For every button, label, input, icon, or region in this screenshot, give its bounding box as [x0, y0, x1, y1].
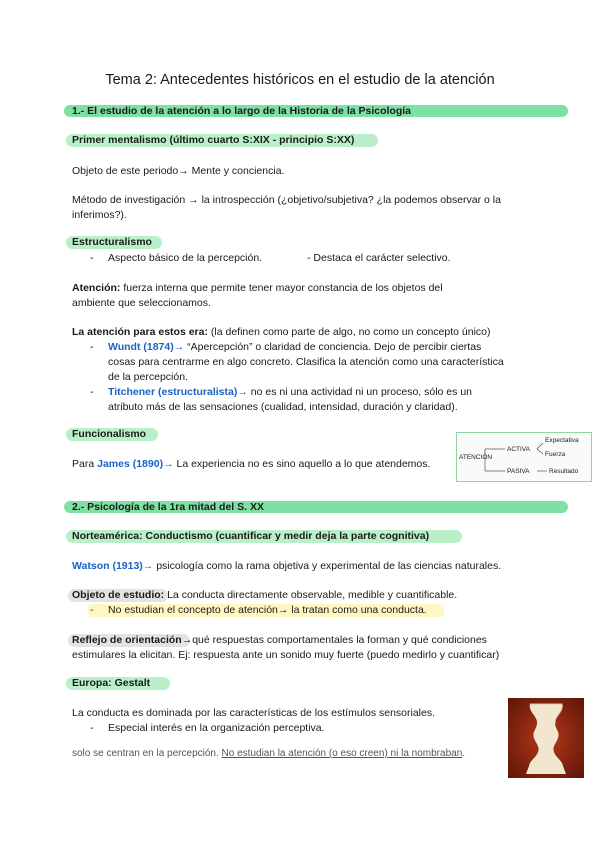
funcionalismo-label: Funcionalismo [72, 428, 147, 440]
metodo-line-2: inferimos?). [72, 209, 127, 221]
titchener-line-1 [108, 385, 472, 400]
watson-name: Watson (1913)→ [72, 560, 154, 572]
diagram-resultado: Resultado [549, 468, 579, 475]
funcionalismo-line [72, 457, 430, 472]
funcionalismo-rest: La experiencia no es sino aquello a lo que atendemos. [176, 458, 431, 470]
estructuralismo-bullet-b: - Destaca el carácter selectivo. [307, 252, 451, 264]
objeto-periodo: Objeto de este periodo→ Mente y conciencia. [72, 165, 285, 177]
estructuralismo-label: Estructuralismo [72, 236, 152, 248]
diagram-pasiva: PASIVA [507, 468, 530, 475]
wundt-line-1 [108, 340, 481, 355]
metodo-line-1: Método de investigación → la introspección (¿objetivo/subjetiva? ¿la podemos observar o la [72, 194, 501, 206]
titchener-text-1: no es ni una actividad ni un proceso, sólo es un [250, 386, 472, 398]
wundt-text-3: de la percepción. [108, 371, 188, 383]
objeto-estudio-text: La conducta directamente observable, medible y cuantificable. [167, 589, 458, 601]
bullet-dash: - [90, 604, 94, 616]
section-2-heading: 2.- Psicología de la 1ra mitad del S. XX [72, 501, 264, 513]
james-name: James (1890)→ [97, 458, 174, 470]
atencion-text-2: ambiente que seleccionamos. [72, 297, 211, 309]
diagram-root: ATENCIÓN [459, 454, 493, 461]
gestalt-note-c: . [462, 748, 466, 759]
rubin-vase-image [508, 698, 584, 778]
estructuralismo-bullet-a: Aspecto básico de la percepción. [108, 252, 263, 264]
europa-label: Europa: Gestalt [72, 677, 151, 689]
atencion-definition-line-1 [72, 281, 443, 296]
watson-line [72, 559, 501, 574]
reflejo-text-2: estimulares la elicitan. Ej: respuesta ante un sonido muy fuerte (puedo medirlo y cuantificar) [72, 649, 500, 661]
gestalt-note-b: No estudian la atención (o eso creen) ni la nombraban [221, 748, 463, 759]
section-1-heading: 1.- El estudio de la atención a lo largo de la Historia de la Psicología [72, 105, 412, 117]
reflejo-label: Reflejo de orientación [72, 634, 182, 646]
attention-diagram [456, 432, 592, 482]
objeto-estudio-line [72, 588, 457, 603]
bullet-dash: - [90, 386, 94, 398]
diagram-activa: ACTIVA [507, 446, 530, 453]
gestalt-note [72, 746, 465, 761]
para-estos-line [72, 325, 490, 340]
diagram-expectativa: Expectativa [545, 437, 579, 444]
gestalt-text: La conducta es dominada por las características de los estímulos sensoriales. [72, 707, 436, 719]
bullet-dash: - [90, 252, 94, 264]
gestalt-bullet: Especial interés en la organización perceptiva. [108, 722, 325, 734]
atencion-bold: Atención: [72, 282, 121, 294]
objeto-estudio-label: Objeto de estudio: [72, 589, 165, 601]
gestalt-note-a: solo se centran en la percepción. [72, 748, 219, 759]
watson-text: psicología como la rama objetiva y experimental de las ciencias naturales. [156, 560, 502, 572]
reflejo-line-1 [72, 633, 487, 648]
para-estos-rest: (la definen como parte de algo, no como un concepto único) [210, 326, 491, 338]
titchener-name: Titchener (estructuralista)→ [108, 386, 248, 398]
wundt-text-2: cosas para centrarme en algo concreto. Clasifica la atención como una característica [108, 356, 504, 368]
page-title: Tema 2: Antecedentes históricos en el estudio de la atención [105, 72, 495, 88]
wundt-name: Wundt (1874)→ [108, 341, 185, 353]
primer-mentalismo-label: Primer mentalismo (último cuarto S:XIX - principio S:XX) [72, 134, 355, 146]
no-estudian-bullet: No estudian el concepto de atención→ la tratan como una conducta. [108, 604, 427, 616]
titchener-text-2: atributo más de las sensaciones (cualidad, intensidad, duración y claridad). [108, 401, 458, 413]
wundt-text-1: “Apercepción” o claridad de conciencia. Dejo de percibir ciertas [187, 341, 482, 353]
rubin-vase-illustration [508, 698, 584, 778]
funcionalismo-para: Para [72, 458, 95, 470]
bullet-dash: - [90, 722, 94, 734]
norteamerica-label: Norteamérica: Conductismo (cuantificar y medir deja la parte cognitiva) [72, 530, 430, 542]
atencion-text-1: fuerza interna que permite tener mayor constancia de los objetos del [123, 282, 443, 294]
reflejo-text-1: →qué respuestas comportamentales la forman y qué condiciones [181, 634, 487, 646]
diagram-fuerza: Fuerza [545, 451, 566, 458]
para-estos-bold: La atención para estos era: [72, 326, 208, 338]
bullet-dash: - [90, 341, 94, 353]
